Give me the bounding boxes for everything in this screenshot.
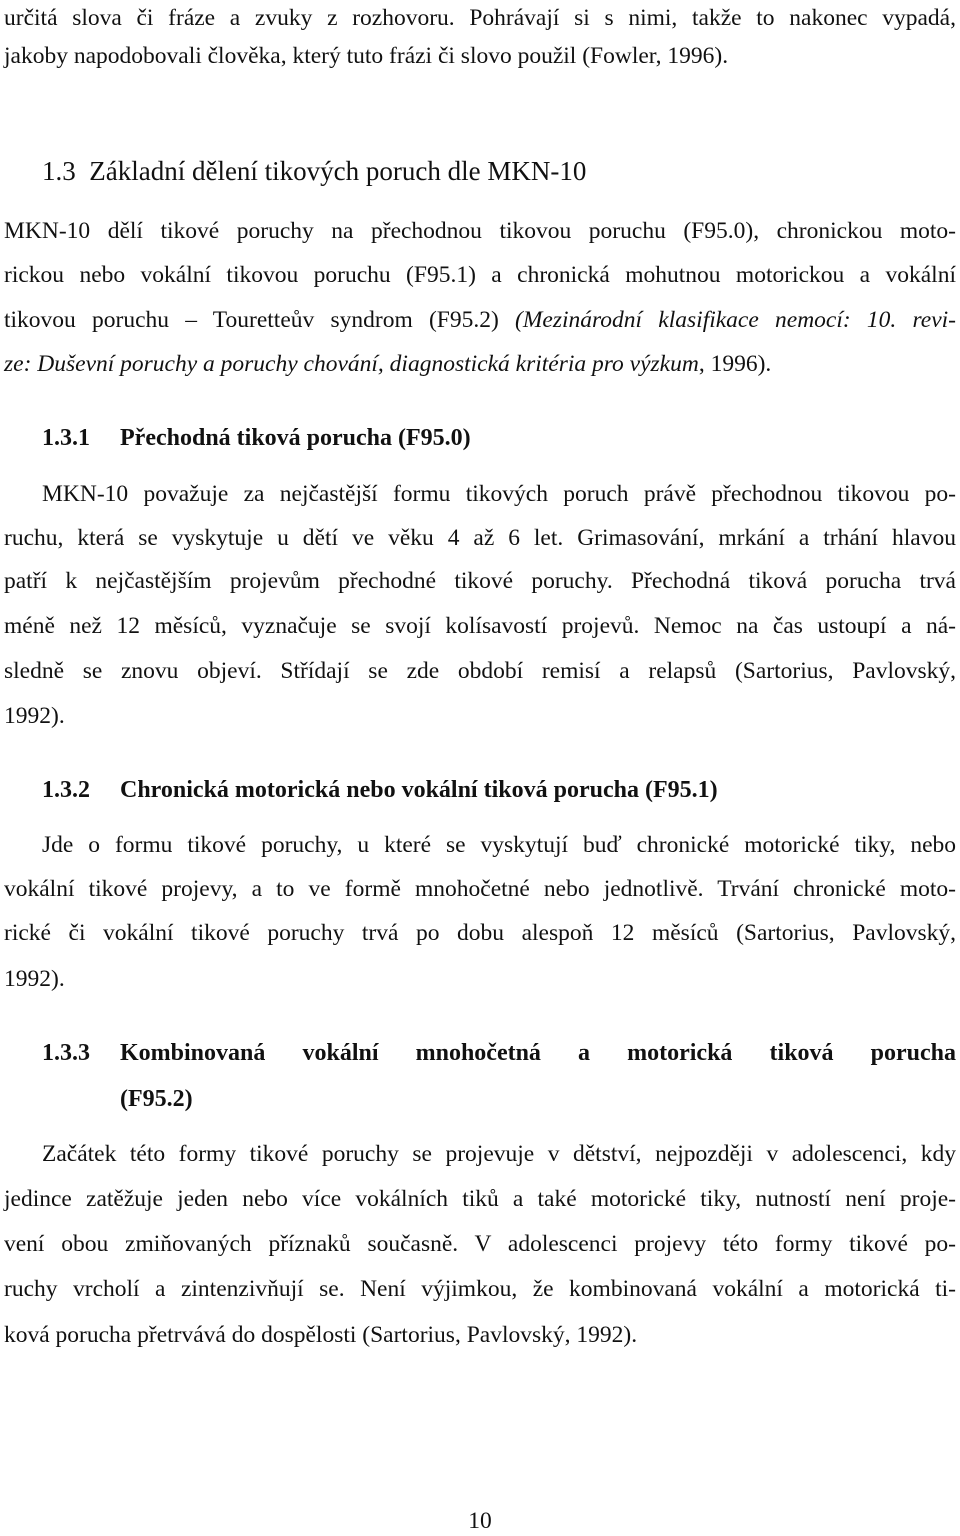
paragraph-line: 1992). xyxy=(4,703,65,729)
paragraph-line: Jde o formu tikové poruchy, u které se vyskytují buď chronické motorické tiky, nebo xyxy=(42,832,956,858)
subsection-title: Kombinovaná vokální mnohočetná a motorická tiková porucha xyxy=(120,1040,956,1066)
intro-line-1: určitá slova či fráze a zvuky z rozhovoru. Pohrávají si s nimi, takže to nakonec vypadá, xyxy=(4,5,956,31)
subsection-title: Přechodná tiková porucha (F95.0) xyxy=(120,425,471,451)
page-number: 10 xyxy=(468,1508,492,1534)
subsection-number: 1.3.1 xyxy=(42,425,90,451)
paragraph-line: ruchy vrcholí a zintenzivňují se. Není výjimkou, že kombinovaná vokální a motorická ti- xyxy=(4,1276,956,1302)
paragraph-line: vokální tikové projevy, a to ve formě mnohočetné nebo jednotlivě. Trvání chronické moto- xyxy=(4,876,956,902)
paragraph-line: rickou nebo vokální tikovou poruchu (F95.1) a chronická mohutnou motorickou a vokální xyxy=(4,262,956,288)
subsection-title: Chronická motorická nebo vokální tiková porucha (F95.1) xyxy=(120,777,718,803)
subsection-heading-1-3-3 xyxy=(42,1037,956,1069)
paragraph-line: rické či vokální tikové poruchy trvá po dobu alespoň 12 měsíců (Sartorius, Pavlovský, xyxy=(4,920,956,946)
paragraph-line: MKN-10 považuje za nejčastější formu tikových poruch právě přechodnou tikovou po- xyxy=(42,481,956,507)
section-number: 1.3 xyxy=(42,156,76,186)
paragraph-line: patří k nejčastějším projevům přechodné tikové poruchy. Přechodná tiková porucha trvá xyxy=(4,568,956,594)
paragraph-line: Začátek této formy tikové poruchy se projevuje v dětství, nejpozději v adolescenci, kdy xyxy=(42,1141,956,1167)
paragraph-line: méně než 12 měsíců, vyznačuje se svojí kolísavostí projevů. Nemoc na čas ustoupí a ná- xyxy=(4,613,956,639)
section-heading-1-3 xyxy=(42,154,586,188)
paragraph-line xyxy=(4,349,956,379)
paragraph-line xyxy=(4,305,956,335)
paragraph-line: vení obou zmiňovaných příznaků současně. V adolescenci projevy této formy tikové po- xyxy=(4,1231,956,1257)
subsection-number: 1.3.3 xyxy=(42,1040,90,1066)
paragraph-line: ková porucha přetrvává do dospělosti (Sartorius, Pavlovský, 1992). xyxy=(4,1322,638,1348)
section-title: Základní dělení tikových poruch dle MKN-10 xyxy=(89,156,587,186)
paragraph-line: MKN-10 dělí tikové poruchy na přechodnou tikovou poruchu (F95.0), chronickou moto- xyxy=(4,218,956,244)
citation-italic: ze: Duševní poruchy a poruchy chování, diagnostická kritéria pro výzkum xyxy=(4,351,699,377)
citation-italic: (Mezinárodní klasifikace nemocí: 10. revi- xyxy=(515,307,957,333)
paragraph-line: sledně se znovu objeví. Střídají se zde období remisí a relapsů (Sartorius, Pavlovský, xyxy=(4,658,956,684)
subsection-heading-1-3-2 xyxy=(42,774,718,806)
paragraph-line: jedince zatěžuje jeden nebo více vokálních tiků a také motorické tiky, nutností není proje- xyxy=(4,1186,956,1212)
text-span: tikovou poruchu – Touretteův syndrom (F95.2) xyxy=(4,307,516,333)
intro-line-2: jakoby napodobovali člověka, který tuto frázi či slovo použil (Fowler, 1996). xyxy=(4,43,729,69)
subsection-number: 1.3.2 xyxy=(42,777,90,803)
paragraph-line: ruchu, která se vyskytuje u dětí ve věku 4 až 6 let. Grimasování, mrkání a trhání hlavou xyxy=(4,525,956,551)
text-span: , 1996). xyxy=(698,351,772,377)
subsection-heading-1-3-1 xyxy=(42,422,471,454)
subsection-title-continuation: (F95.2) xyxy=(120,1086,193,1112)
paragraph-line: 1992). xyxy=(4,966,65,992)
